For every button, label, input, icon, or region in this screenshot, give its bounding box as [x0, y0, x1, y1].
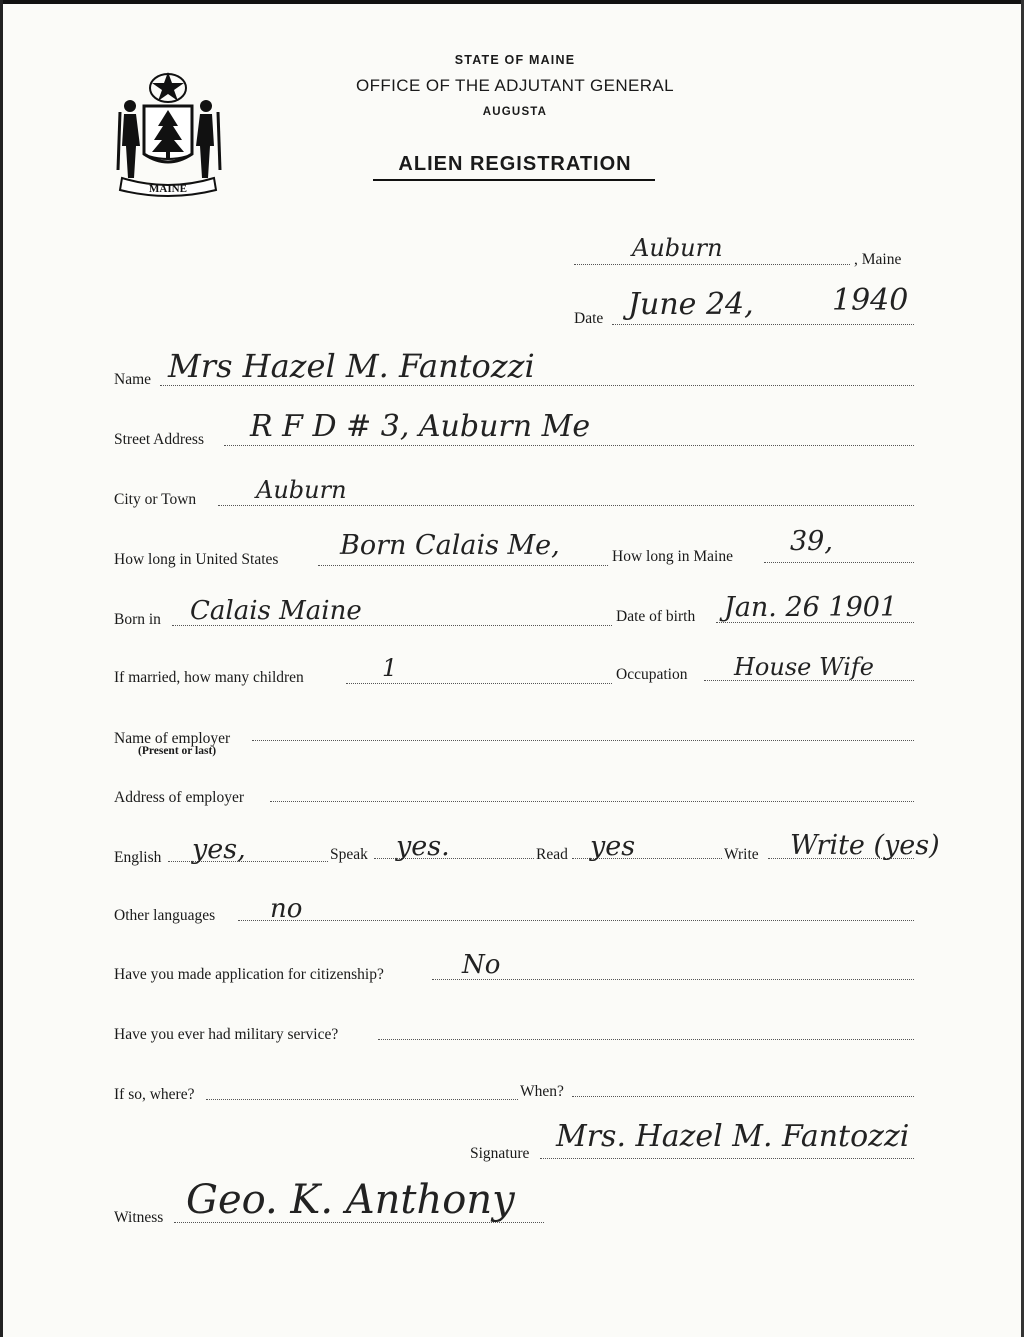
- when-label: When?: [520, 1083, 564, 1100]
- signature-value: Mrs. Hazel M. Fantozzi: [556, 1119, 910, 1154]
- header-office: OFFICE OF THE ADJUTANT GENERAL: [355, 76, 675, 95]
- how-long-maine-field-line: [764, 562, 914, 563]
- employer-address-field-line: [270, 801, 914, 802]
- english-label: English: [114, 849, 162, 866]
- write-label: Write: [724, 846, 759, 863]
- name-field-line: [160, 385, 914, 386]
- read-label: Read: [536, 846, 568, 863]
- street-address-label: Street Address: [114, 431, 204, 448]
- occupation-value: House Wife: [734, 653, 874, 681]
- title-underline: [373, 179, 655, 181]
- military-label: Have you ever had military service?: [114, 1026, 339, 1043]
- city-or-town-field-line: [218, 505, 914, 506]
- how-long-us-field-line: [318, 565, 608, 566]
- date-year-value: 1940: [832, 283, 909, 318]
- where-field-line: [206, 1099, 518, 1100]
- employer-name-field-line: [252, 740, 914, 741]
- date-of-birth-value: Jan. 26 1901: [724, 592, 898, 623]
- signature-field-line: [540, 1158, 914, 1159]
- write-value: Write (yes): [790, 830, 940, 861]
- date-of-birth-label: Date of birth: [616, 608, 696, 625]
- state-suffix-label: , Maine: [854, 251, 902, 268]
- born-in-label: Born in: [114, 611, 161, 628]
- citizenship-value: No: [462, 950, 501, 980]
- date-month-day-value: June 24,: [628, 287, 754, 322]
- witness-value: Geo. K. Anthony: [186, 1177, 515, 1223]
- town-value: Auburn: [632, 234, 723, 262]
- occupation-label: Occupation: [616, 666, 688, 683]
- town-field-line: [574, 264, 850, 265]
- military-field-line: [378, 1039, 914, 1040]
- employer-address-label: Address of employer: [114, 789, 244, 806]
- scan-border-left: [0, 0, 3, 1337]
- city-or-town-value: Auburn: [256, 476, 347, 504]
- city-or-town-label: City or Town: [114, 491, 197, 508]
- maine-state-seal-icon: [112, 66, 224, 198]
- other-languages-label: Other languages: [114, 907, 216, 924]
- name-value: Mrs Hazel M. Fantozzi: [168, 347, 535, 385]
- street-address-field-line: [224, 445, 914, 446]
- other-languages-field-line: [238, 920, 914, 921]
- signature-label: Signature: [470, 1145, 530, 1162]
- employer-note-label: (Present or last): [138, 745, 217, 757]
- citizenship-field-line: [432, 979, 914, 980]
- header-state: STATE OF MAINE: [454, 53, 576, 67]
- speak-label: Speak: [330, 846, 368, 863]
- how-long-us-label: How long in United States: [114, 551, 279, 568]
- children-value: 1: [382, 654, 398, 682]
- speak-value: yes.: [396, 831, 450, 862]
- when-field-line: [572, 1096, 914, 1097]
- how-long-maine-value: 39,: [790, 526, 833, 557]
- form-title: ALIEN REGISTRATION: [398, 153, 632, 175]
- header-city: AUGUSTA: [482, 106, 548, 118]
- employer-name-label: Name of employer: [114, 730, 231, 747]
- witness-label: Witness: [114, 1209, 164, 1226]
- street-address-value: R F D # 3, Auburn Me: [250, 409, 591, 444]
- date-field-line: [612, 324, 914, 325]
- name-label: Name: [114, 371, 152, 388]
- seal-banner-text: MAINE: [149, 183, 187, 195]
- read-value: yes: [590, 831, 636, 862]
- children-label: If married, how many children: [114, 669, 304, 686]
- children-field-line: [346, 683, 612, 684]
- citizenship-label: Have you made application for citizenship?: [114, 966, 384, 983]
- other-languages-value: no: [270, 894, 303, 924]
- how-long-us-value: Born Calais Me,: [340, 530, 560, 561]
- where-label: If so, where?: [114, 1086, 195, 1103]
- english-value: yes,: [192, 834, 246, 865]
- scan-border-top: [0, 0, 1024, 4]
- how-long-maine-label: How long in Maine: [612, 548, 733, 565]
- date-label: Date: [574, 310, 604, 327]
- born-in-value: Calais Maine: [190, 596, 362, 626]
